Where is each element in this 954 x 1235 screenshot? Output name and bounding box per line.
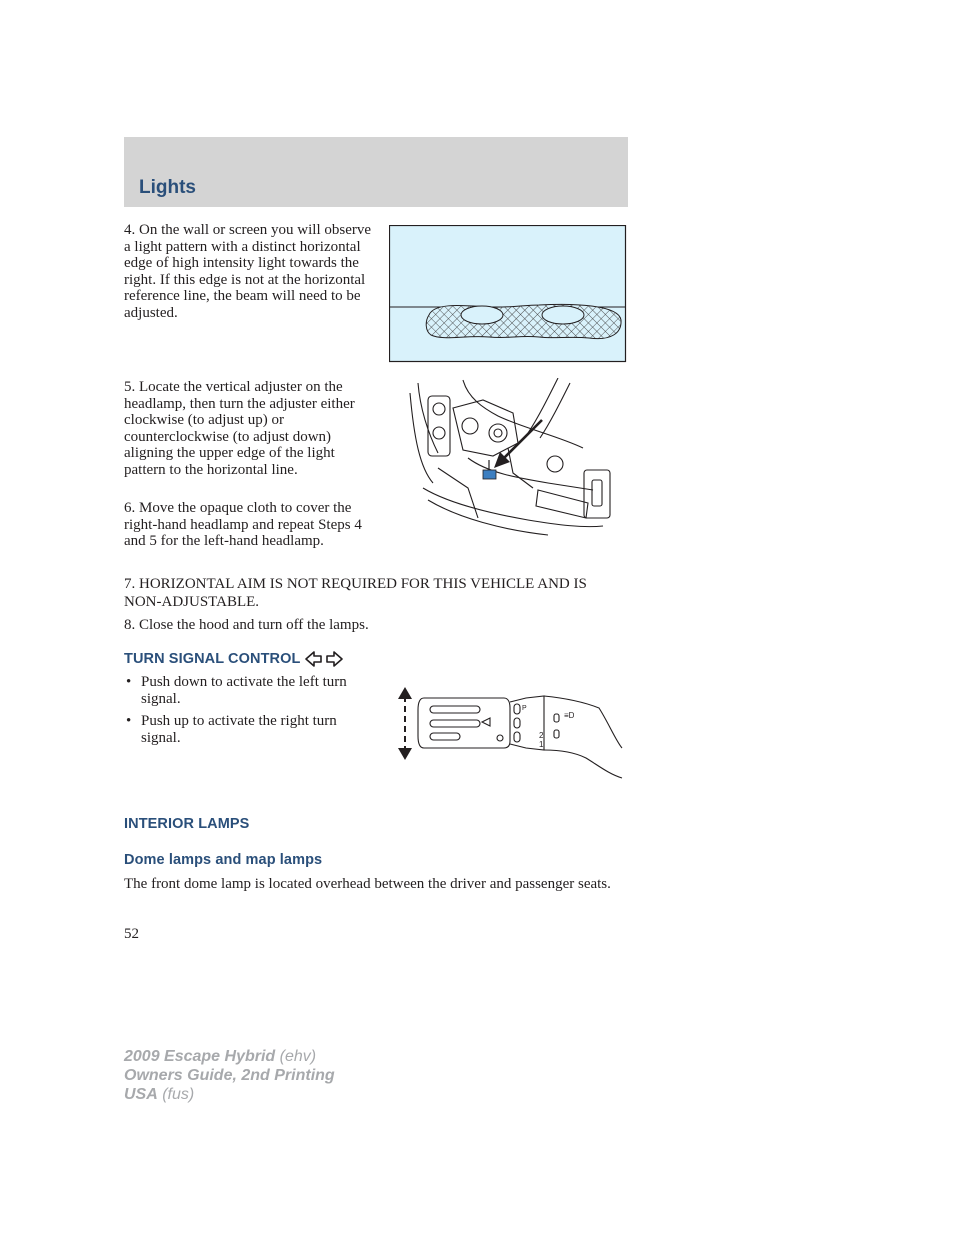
document-footer bbox=[124, 1047, 335, 1104]
svg-text:P: P bbox=[522, 705, 527, 712]
footer-model: 2009 Escape Hybrid bbox=[124, 1048, 276, 1065]
step-7-text: 7. HORIZONTAL AIM IS NOT REQUIRED FOR THIS VEHICLE AND IS NON-ADJUSTABLE. bbox=[124, 576, 587, 610]
turn-signal-list bbox=[124, 674, 379, 752]
step-5-text: 5. Locate the vertical adjuster on the headlamp, then turn the adjuster either clockwise (to adjust up) or counterclockwise (to adjust down) aligning the upper edge of the light pattern to the horizontal line. bbox=[124, 379, 355, 478]
section-title: Lights bbox=[139, 177, 196, 198]
footer-market: USA bbox=[124, 1086, 158, 1103]
step-8-text: 8. Close the hood and turn off the lamps. bbox=[124, 617, 369, 633]
svg-text:≡D: ≡D bbox=[564, 711, 575, 720]
step-4-text: 4. On the wall or screen you will observe a light pattern with a distinct horizontal edge of high intensity light towards the right. If this edge is not at the horizontal reference line, the beam will need to be adjusted. bbox=[124, 222, 372, 321]
right-arrow-outline-icon bbox=[327, 652, 342, 666]
dome-lamp-paragraph: The front dome lamp is located overhead between the driver and passenger seats. bbox=[124, 876, 611, 892]
dome-lamps-subheading: Dome lamps and map lamps bbox=[124, 852, 323, 868]
turn-signal-heading-row bbox=[124, 650, 343, 668]
section-header-band bbox=[124, 137, 628, 207]
list-item: • Push up to activate the right turn signal. bbox=[124, 713, 379, 746]
turn-signal-stalk-figure bbox=[394, 686, 624, 781]
svg-text:2: 2 bbox=[539, 731, 544, 740]
footer-model-code: (ehv) bbox=[275, 1048, 317, 1065]
turn-signal-arrows-icon bbox=[305, 650, 343, 668]
light-pattern-figure bbox=[389, 225, 627, 363]
footer-market-code: (fus) bbox=[157, 1086, 195, 1103]
svg-text:1: 1 bbox=[539, 740, 544, 749]
list-item: • Push down to activate the left turn signal. bbox=[124, 674, 379, 707]
footer-edition: Owners Guide, 2nd Printing bbox=[124, 1067, 335, 1084]
headlamp-adjuster-figure bbox=[408, 378, 614, 540]
step-6-text: 6. Move the opaque cloth to cover the right-hand headlamp and repeat Steps 4 and 5 for the left-hand headlamp. bbox=[124, 500, 362, 549]
turn-signal-heading: TURN SIGNAL CONTROL bbox=[124, 651, 301, 667]
page-number: 52 bbox=[124, 926, 139, 942]
interior-lamps-heading: INTERIOR LAMPS bbox=[124, 816, 250, 832]
left-arrow-outline-icon bbox=[306, 652, 321, 666]
